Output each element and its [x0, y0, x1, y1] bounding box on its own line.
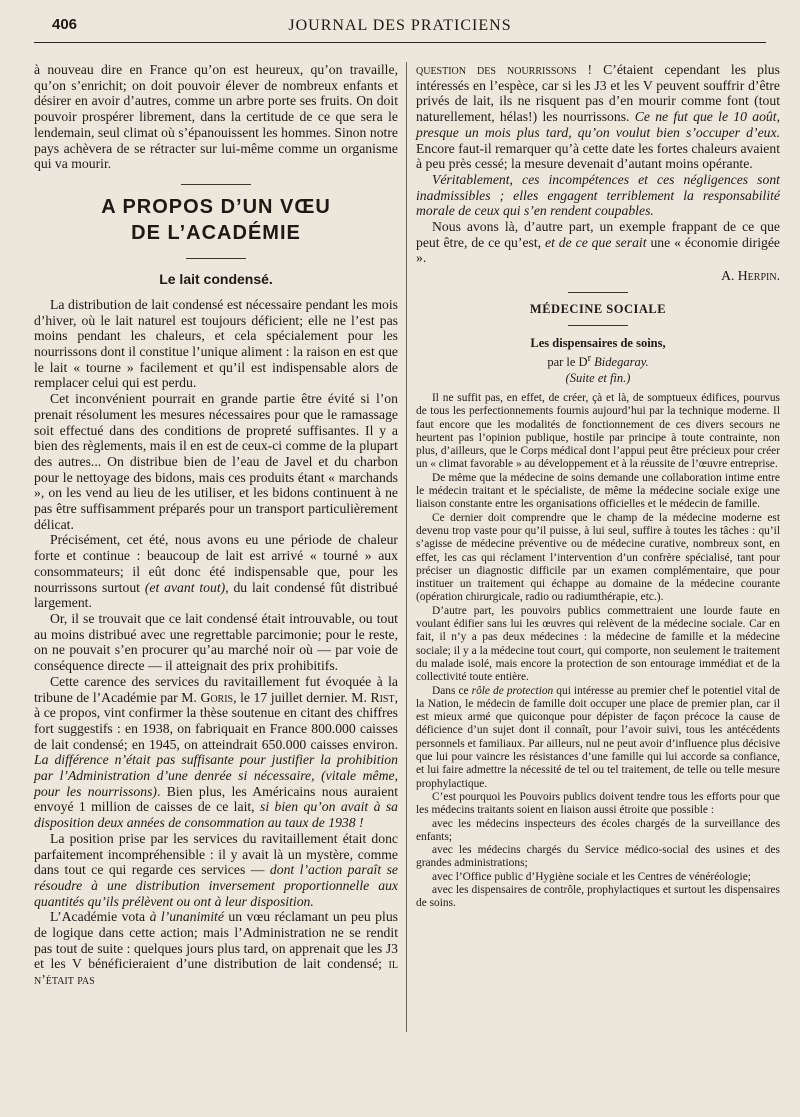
text-run: Cette carence des services du ravitaillement fut évoquée à la tribune de l’Académie par M.: [34, 673, 398, 705]
text-run: Dans ce: [432, 684, 472, 697]
paragraph: De même que la médecine de soins demande une collaboration intime entre le médecin traitant et le spécialiste, de même la médecine sociale exige une liaison constante entre les organisations officielles et le médecin de famille.: [416, 471, 780, 511]
text-run: . Bien plus, les Américains nous auraient envoyé 1 million de caisses de ce lait,: [34, 783, 398, 815]
italic-run: La différence n’était pas suffisante pour justifier la prohibition par l’Administration d’une denrée si nécessaire, (vitale même, pour les nourrissons): [34, 752, 398, 799]
italic-run: dont l’action paraît se résoudre à une distribution inversement proportionnelle aux quantités qu’ils prélèvent ou ont à leur disposition.: [34, 862, 398, 909]
list-item: avec les dispensaires de contrôle, prophylactiques et surtout les dispensaires de soins.: [416, 883, 780, 910]
paragraph: Ce dernier doit comprendre que le champ de la médecine moderne est devenu trop vaste pour qu’il puisse, à lui seul, suffire à toutes les tâches : qu’il s’agisse de médecine préventive ou de médecine curative, nombreux sont, en effet, les cas qui réclament l’intervention d’un confrère spécialisé, tant pour préciser un diagnostic difficile par un examen complémentaire, que pour instituer un traitement qui échappe au domaine de la médecine courante (opération chirurgicale, radio ou radiumthérapie, etc.).: [416, 511, 780, 604]
paragraph: [416, 172, 780, 219]
section-article-title: Les dispensaires de soins,: [530, 335, 666, 350]
text-run: , du lait condensé fût distribué largement.: [34, 579, 399, 611]
paragraph: Or, il se trouvait que ce lait condensé était introuvable, ou tout au moins distribué avec une regrettable parcimonie; pour le reste, on ne pouvait s’en procurer qu’au marché noir où — par voie de conséquence directe — il atteignait des prix prohibitifs.: [34, 610, 398, 674]
paragraph: Il ne suffit pas, en effet, de créer, çà et là, de somptueux édifices, pourvus de tous les perfectionnements fournis aujourd’hui par la technique moderne. Il faut encore que les modalités de fonctionnement de ces divers secours ne heurtent pas l’opinion publique, hostile par principe à toute contrainte, non plus, d’ailleurs, que le Corps médical dont l’appui peut être précieux pour créer un « climat favorable » au développement et à la réussite de l’œuvre entreprise.: [416, 392, 780, 471]
article-title: [34, 194, 398, 246]
article-title-line2: DE L’ACADÉMIE: [131, 221, 301, 244]
italic-run: Ce ne fut que le 10 août, presque un mois plus tard, qu’on voulut bien s’occuper d’eux.: [416, 109, 780, 140]
paragraph: Cet inconvénient pourrait en grande partie être évité si l’on prenait résolument les mesures nécessaires pour que le ramassage soit effectué dans des conditions de propreté suffisantes. Il y a bien des règlements, mais il en est de ceux-ci comme de la plupart des autres... On distribue bien de l’eau de Javel et du charbon pour le nettoyage des bidons, mais ces produits étant « marchands », on les vend au lieu de les utiliser, et les bidons continuent à ne pas être suffisamment préparés pour un transport particulièrement délicat.: [34, 391, 398, 532]
author-name: Bidegaray.: [594, 355, 649, 369]
paragraph: [34, 909, 398, 988]
intro-paragraph: à nouveau dire en France qu’on est heureux, qu’on travaille, qu’on s’enrichit; on doit pouvoir élever de nombreux enfants et désirer en avoir d’autres, comme un arbre porte ses fruits. On doit pouvoir prospérer librement, dans la certitude de ce que sera le lendemain, seul climat où s’épanouissent les hommes. Sinon notre pays achèvera de se rétracter sur lui-même comme un organisme qui va mourir.: [34, 62, 398, 172]
text-run: La position prise par les services du ravitaillement était donc parfaitement incompréhensible : il y avait là un mystère, comme dans tout ce qui regarde ces services —: [34, 830, 398, 878]
continuation-note: [416, 370, 780, 386]
italic-run: à l’unanimité: [149, 909, 224, 925]
author-signature: A. Herpin.: [721, 268, 780, 284]
text-run: ! C’étaient cependant les plus intéressés en l’espèce, car si les J3 et les V peuvent souffrir d’être privés de lait, ils ne risquent pas d’en mourir comme font (tout naturellement, hélas!) les nourrissons.: [416, 62, 780, 125]
paragraph: [34, 532, 398, 611]
person-name: Goris: [200, 689, 234, 705]
paragraph: [416, 219, 780, 266]
right-column: [416, 62, 780, 911]
byline-prefix: par le D: [547, 355, 588, 369]
left-column: [34, 62, 398, 988]
page-number: 406: [52, 16, 78, 33]
list-item: avec l’Office public d’Hygiène sociale et les Centres de vénéréologie;: [432, 870, 751, 883]
paragraph: [34, 831, 398, 910]
byline-superscript: r: [587, 352, 592, 364]
smallcaps-run: question des nourrissons: [416, 62, 577, 77]
italic-run: Véritablement, ces incompétences et ces négligences sont inadmissibles ; elles engagent terriblement la responsabilité morale de ceux qui s’en rendent coupables.: [416, 171, 780, 219]
paragraph: [416, 685, 780, 791]
italic-run: et de ce que serait: [545, 234, 647, 250]
italic-run: (et avant tout): [144, 579, 226, 595]
rubric-title: MÉDECINE SOCIALE: [529, 301, 667, 316]
text-run: , le 17 juillet dernier. M.: [233, 689, 371, 705]
list-item: avec les médecins chargés du Service médico-social des usines et des grandes administrations;: [416, 844, 780, 870]
italic-run: rôle de protection: [471, 684, 554, 697]
journal-title: JOURNAL DES PRATICIENS: [288, 17, 512, 34]
paragraph: La distribution de lait condensé est nécessaire pendant les mois d’hiver, où le lait naturel est toujours déficient; elle ne l’est pas moins pendant les chaleurs, et cela spécialement pour les nourrissons dont il constitue l’unique aliment : la raison en est que le lait « tourne » facilement et qu’il est indispensable alors de remplacer celui qui est perdu.: [34, 296, 398, 391]
text-run: un vœu réclamant un peu plus de logique dans cette action; mais l’Administration ne se rendit pas tout de suite : quelques jours plus tard, on apprenait que les J3 et les V bénéficieraient d’une distribution de lait condensé;: [34, 909, 398, 972]
text-run: une « économie dirigée ».: [416, 234, 780, 266]
person-name: Rist: [370, 689, 395, 705]
text-run: Nous avons là, d’autre part, un exemple frappant de ce que peut être, de ce qu’est,: [416, 219, 780, 250]
text-run: , à ce propos, vint confirmer la thèse soutenue en citant des chiffres fort suggestifs : en 1938, on fabriquait en France 800.000 caisses de lait condensé; en 1945, on atteindrait 650.000 caisses environ.: [34, 689, 398, 752]
text-run: L’Académie vota: [50, 909, 150, 925]
text-run: Précisément, cet été, nous avons eu une période de chaleur forte et continue : beaucoup de lait est arrivé « tourné » aux consommateurs; il eût donc été indispensable que, pour les nourrissons surtout: [34, 532, 398, 595]
continuation-text: (Suite et fin.): [565, 371, 631, 385]
italic-run: si bien qu’on avait à sa disposition deux années de consommation au taux de 1938 !: [34, 799, 398, 831]
divider: [186, 258, 246, 259]
list-item: avec les médecins inspecteurs des écoles chargés de la surveillance des enfants;: [416, 817, 780, 843]
paragraph: [34, 674, 398, 831]
article-subtitle: Le lait condensé.: [159, 270, 273, 287]
divider: [568, 292, 628, 293]
paragraph: D’autre part, les pouvoirs publics commettraient une lourde faute en voulant édifier sans lui les œuvres qui relèvent de la médecine sociale. Car en fait, il n’y a pas deux médecines : la médecine de famille et la médecine sociale; il y a la médecine tout court, qui comporte, non seulement le traitement du malade isolé, mais encore la protection de son entourage immédiat et de la collectivité toute entière.: [416, 604, 780, 684]
paragraph: [416, 62, 780, 172]
article-title-line1: A PROPOS D’UN VŒU: [101, 195, 331, 218]
byline: [416, 351, 780, 370]
paragraph: C’est pourquoi les Pouvoirs publics doivent tendre tous les efforts pour que les médecins traitants soient en liaison aussi étroite que possible :: [416, 790, 780, 817]
column-divider: [406, 62, 407, 1032]
text-run: qui intéresse au premier chef le potentiel vital de la Nation, le médecin de famille doit occuper une place de premier plan, car il est mieux armé que quiconque pour dépister de façon précoce la cause de déficience d’un sujet dont il connaît, pour l’avoir suivi, tous les antécédents personnels et familiaux. Par ailleurs, nul ne peut avoir d’influence plus décisive que lui pour vaincre les résistances d’une famille qui lui accorde sa confiance, et lui faire admettre la nécessité de tel ou tel traitement, de telle ou telle mesure prophylactique.: [416, 684, 780, 790]
text-run: Encore faut-il remarquer qu’à cette date les fortes chaleurs avaient à peu près cessé; la mesure devenait d’autant moins opérante.: [416, 140, 780, 172]
divider: [568, 325, 628, 326]
divider: [181, 184, 251, 185]
smallcaps-run: il n’était pas: [34, 956, 398, 988]
page-header: [34, 16, 766, 43]
